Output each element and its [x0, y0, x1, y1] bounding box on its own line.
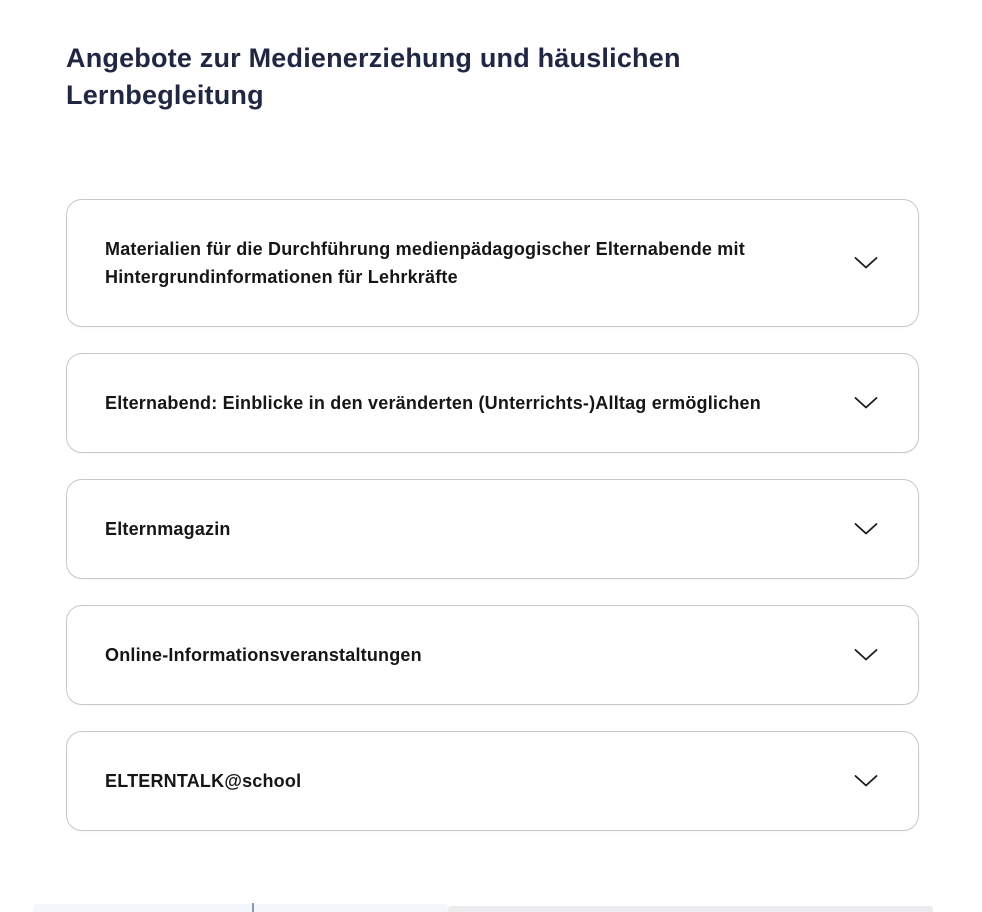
accordion-list — [66, 199, 919, 857]
accordion-item-elternabend[interactable] — [66, 353, 919, 453]
chevron-down-icon — [854, 396, 878, 410]
accordion-item-label: Elternmagazin — [105, 519, 231, 539]
accordion-item-materialien[interactable] — [66, 199, 919, 327]
accordion-item-elternmagazin[interactable] — [66, 479, 919, 579]
chevron-down-icon — [854, 648, 878, 662]
chevron-down-icon — [854, 256, 878, 270]
accordion-item-label: Elternabend: Einblicke in den veränderten (Unterrichts-)Alltag ermöglichen — [105, 393, 761, 413]
accordion-item-online-infoveranstaltungen[interactable] — [66, 605, 919, 705]
accordion-item-elterntalk-school[interactable] — [66, 731, 919, 831]
below-fold-right-section-edge — [448, 906, 933, 912]
below-fold-divider-mark — [252, 903, 254, 912]
chevron-down-icon — [854, 522, 878, 536]
page-title: Angebote zur Medienerziehung und häuslichen Lernbegleitung — [66, 43, 681, 110]
below-fold-left-section-edge — [33, 904, 448, 912]
chevron-down-icon — [854, 774, 878, 788]
accordion-item-label: Online-Informationsveranstaltungen — [105, 645, 422, 665]
accordion-item-label: Materialien für die Durchführung medienpädagogischer Elternabende mit Hintergrundinformationen für Lehrkräfte — [105, 239, 745, 287]
accordion-item-label: ELTERNTALK@school — [105, 771, 302, 791]
